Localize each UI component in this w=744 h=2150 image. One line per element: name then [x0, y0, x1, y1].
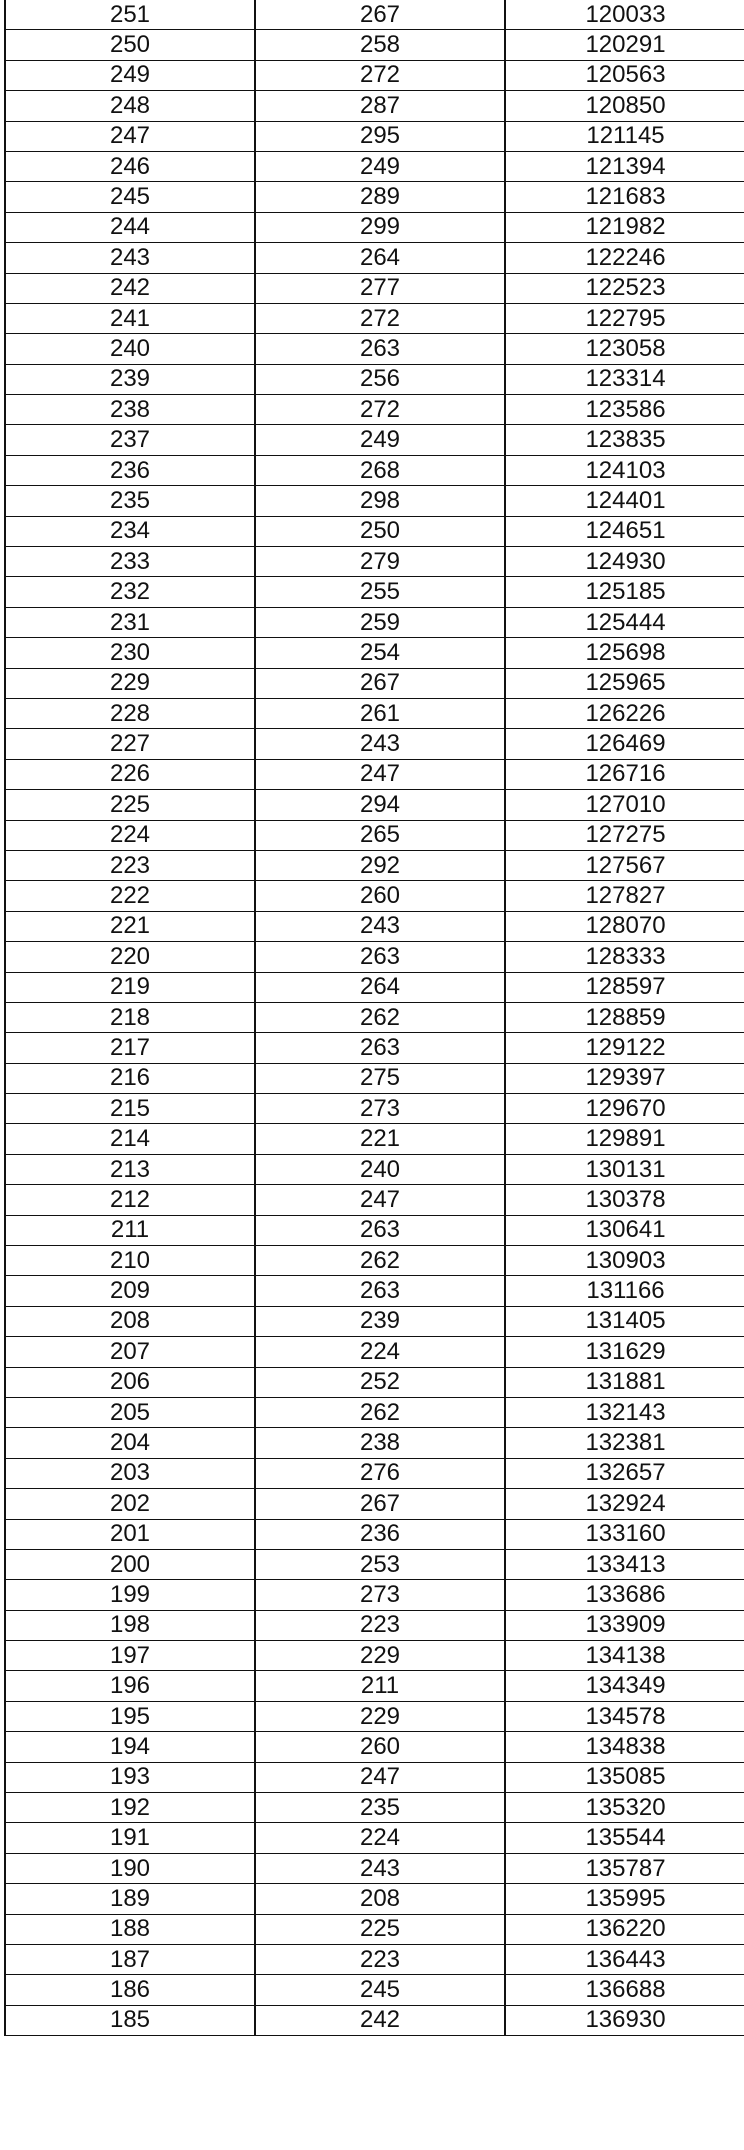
table-row [5, 729, 744, 759]
score-cell: 190 [5, 1853, 255, 1883]
score-cell: 197 [5, 1641, 255, 1671]
score-cell: 232 [5, 577, 255, 607]
count-cell: 273 [255, 1094, 505, 1124]
count-cell: 295 [255, 121, 505, 151]
table-row [5, 942, 744, 972]
cumulative-cell: 136220 [505, 1914, 744, 1944]
score-cell: 224 [5, 820, 255, 850]
cumulative-cell: 125698 [505, 638, 744, 668]
count-cell: 267 [255, 0, 505, 30]
count-cell: 263 [255, 334, 505, 364]
score-cell: 236 [5, 455, 255, 485]
cumulative-cell: 134578 [505, 1701, 744, 1731]
score-cell: 194 [5, 1732, 255, 1762]
cumulative-cell: 128333 [505, 942, 744, 972]
score-cell: 241 [5, 303, 255, 333]
cumulative-cell: 123314 [505, 364, 744, 394]
table-row [5, 1337, 744, 1367]
table-row [5, 1367, 744, 1397]
table-row [5, 1884, 744, 1914]
count-cell: 267 [255, 1489, 505, 1519]
cumulative-cell: 127567 [505, 850, 744, 880]
score-cell: 213 [5, 1154, 255, 1184]
cumulative-cell: 133413 [505, 1549, 744, 1579]
cumulative-cell: 124651 [505, 516, 744, 546]
cumulative-cell: 122523 [505, 273, 744, 303]
table-row [5, 1732, 744, 1762]
cumulative-cell: 136443 [505, 1945, 744, 1975]
cumulative-cell: 129397 [505, 1063, 744, 1093]
score-cell: 251 [5, 0, 255, 30]
table-row [5, 790, 744, 820]
score-cell: 245 [5, 182, 255, 212]
count-cell: 272 [255, 303, 505, 333]
table-row [5, 516, 744, 546]
cumulative-cell: 123586 [505, 395, 744, 425]
score-cell: 238 [5, 395, 255, 425]
score-cell: 235 [5, 486, 255, 516]
score-cell: 208 [5, 1306, 255, 1336]
table-row [5, 30, 744, 60]
count-cell: 273 [255, 1580, 505, 1610]
score-cell: 195 [5, 1701, 255, 1731]
cumulative-cell: 135787 [505, 1853, 744, 1883]
score-cell: 193 [5, 1762, 255, 1792]
count-cell: 221 [255, 1124, 505, 1154]
cumulative-cell: 128597 [505, 972, 744, 1002]
table-row [5, 1002, 744, 1032]
table-row [5, 364, 744, 394]
cumulative-cell: 125444 [505, 607, 744, 637]
score-cell: 191 [5, 1823, 255, 1853]
count-cell: 245 [255, 1975, 505, 2005]
cumulative-cell: 125965 [505, 668, 744, 698]
cumulative-cell: 123835 [505, 425, 744, 455]
count-cell: 243 [255, 911, 505, 941]
score-cell: 196 [5, 1671, 255, 1701]
count-cell: 247 [255, 1762, 505, 1792]
table-row [5, 1215, 744, 1245]
count-cell: 265 [255, 820, 505, 850]
table-row [5, 334, 744, 364]
cumulative-cell: 120850 [505, 91, 744, 121]
table-row [5, 273, 744, 303]
cumulative-cell: 129670 [505, 1094, 744, 1124]
count-cell: 289 [255, 182, 505, 212]
table-row [5, 1094, 744, 1124]
table-row [5, 1610, 744, 1640]
score-cell: 198 [5, 1610, 255, 1640]
table-row [5, 607, 744, 637]
count-cell: 260 [255, 881, 505, 911]
count-cell: 249 [255, 151, 505, 181]
count-cell: 287 [255, 91, 505, 121]
count-cell: 229 [255, 1641, 505, 1671]
table-row [5, 91, 744, 121]
count-cell: 250 [255, 516, 505, 546]
score-cell: 222 [5, 881, 255, 911]
count-cell: 263 [255, 1276, 505, 1306]
count-cell: 240 [255, 1154, 505, 1184]
count-cell: 224 [255, 1823, 505, 1853]
table-row [5, 1641, 744, 1671]
cumulative-cell: 131629 [505, 1337, 744, 1367]
score-cell: 211 [5, 1215, 255, 1245]
count-cell: 236 [255, 1519, 505, 1549]
cumulative-cell: 133686 [505, 1580, 744, 1610]
cumulative-cell: 121394 [505, 151, 744, 181]
score-cell: 246 [5, 151, 255, 181]
count-cell: 225 [255, 1914, 505, 1944]
count-cell: 262 [255, 1002, 505, 1032]
count-cell: 298 [255, 486, 505, 516]
cumulative-cell: 120563 [505, 60, 744, 90]
cumulative-cell: 134838 [505, 1732, 744, 1762]
count-cell: 229 [255, 1701, 505, 1731]
cumulative-cell: 130378 [505, 1185, 744, 1215]
table-row [5, 1762, 744, 1792]
score-cell: 214 [5, 1124, 255, 1154]
table-row [5, 395, 744, 425]
table-row [5, 1458, 744, 1488]
score-cell: 189 [5, 1884, 255, 1914]
score-cell: 230 [5, 638, 255, 668]
count-cell: 238 [255, 1428, 505, 1458]
count-cell: 263 [255, 942, 505, 972]
table-row [5, 1823, 744, 1853]
count-cell: 260 [255, 1732, 505, 1762]
count-cell: 263 [255, 1215, 505, 1245]
count-cell: 247 [255, 1185, 505, 1215]
cumulative-cell: 127010 [505, 790, 744, 820]
table-row [5, 121, 744, 151]
table-row [5, 972, 744, 1002]
table-row [5, 1124, 744, 1154]
cumulative-cell: 133160 [505, 1519, 744, 1549]
score-cell: 240 [5, 334, 255, 364]
count-cell: 263 [255, 1033, 505, 1063]
count-cell: 252 [255, 1367, 505, 1397]
count-cell: 253 [255, 1549, 505, 1579]
table-row [5, 1701, 744, 1731]
cumulative-cell: 135544 [505, 1823, 744, 1853]
count-cell: 242 [255, 2005, 505, 2035]
score-cell: 250 [5, 30, 255, 60]
cumulative-cell: 134349 [505, 1671, 744, 1701]
cumulative-cell: 132143 [505, 1397, 744, 1427]
count-cell: 279 [255, 547, 505, 577]
score-cell: 227 [5, 729, 255, 759]
count-cell: 249 [255, 425, 505, 455]
table-row [5, 1063, 744, 1093]
table-row [5, 2005, 744, 2035]
score-cell: 248 [5, 91, 255, 121]
score-cell: 244 [5, 212, 255, 242]
table-body [5, 0, 744, 2036]
count-cell: 254 [255, 638, 505, 668]
count-cell: 255 [255, 577, 505, 607]
table-row [5, 850, 744, 880]
count-cell: 259 [255, 607, 505, 637]
table-row [5, 1428, 744, 1458]
score-cell: 215 [5, 1094, 255, 1124]
cumulative-cell: 135995 [505, 1884, 744, 1914]
table-row [5, 1154, 744, 1184]
table-row [5, 151, 744, 181]
count-cell: 276 [255, 1458, 505, 1488]
cumulative-cell: 131405 [505, 1306, 744, 1336]
cumulative-cell: 132924 [505, 1489, 744, 1519]
table-row [5, 1549, 744, 1579]
score-table [4, 0, 744, 2036]
table-row [5, 1185, 744, 1215]
score-cell: 219 [5, 972, 255, 1002]
score-cell: 217 [5, 1033, 255, 1063]
score-cell: 216 [5, 1063, 255, 1093]
table-row [5, 577, 744, 607]
cumulative-cell: 130131 [505, 1154, 744, 1184]
count-cell: 262 [255, 1246, 505, 1276]
count-cell: 247 [255, 759, 505, 789]
cumulative-cell: 136688 [505, 1975, 744, 2005]
cumulative-cell: 122795 [505, 303, 744, 333]
score-cell: 234 [5, 516, 255, 546]
count-cell: 292 [255, 850, 505, 880]
score-cell: 237 [5, 425, 255, 455]
score-cell: 233 [5, 547, 255, 577]
count-cell: 264 [255, 243, 505, 273]
count-cell: 262 [255, 1397, 505, 1427]
table-row [5, 1793, 744, 1823]
score-cell: 207 [5, 1337, 255, 1367]
table-row [5, 243, 744, 273]
table-row [5, 1671, 744, 1701]
cumulative-cell: 123058 [505, 334, 744, 364]
score-cell: 225 [5, 790, 255, 820]
cumulative-cell: 134138 [505, 1641, 744, 1671]
cumulative-cell: 136930 [505, 2005, 744, 2035]
count-cell: 208 [255, 1884, 505, 1914]
table-row [5, 668, 744, 698]
cumulative-cell: 128859 [505, 1002, 744, 1032]
count-cell: 235 [255, 1793, 505, 1823]
cumulative-cell: 124401 [505, 486, 744, 516]
cumulative-cell: 121145 [505, 121, 744, 151]
count-cell: 223 [255, 1610, 505, 1640]
count-cell: 261 [255, 698, 505, 728]
table-row [5, 759, 744, 789]
score-cell: 210 [5, 1246, 255, 1276]
score-cell: 206 [5, 1367, 255, 1397]
table-row [5, 486, 744, 516]
table-row [5, 1033, 744, 1063]
score-cell: 204 [5, 1428, 255, 1458]
cumulative-cell: 125185 [505, 577, 744, 607]
count-cell: 275 [255, 1063, 505, 1093]
cumulative-cell: 133909 [505, 1610, 744, 1640]
table-row [5, 820, 744, 850]
table-row [5, 1519, 744, 1549]
count-cell: 243 [255, 1853, 505, 1883]
cumulative-cell: 129891 [505, 1124, 744, 1154]
score-cell: 231 [5, 607, 255, 637]
score-cell: 203 [5, 1458, 255, 1488]
cumulative-cell: 126226 [505, 698, 744, 728]
table-row [5, 1276, 744, 1306]
table-row [5, 182, 744, 212]
score-cell: 188 [5, 1914, 255, 1944]
count-cell: 211 [255, 1671, 505, 1701]
score-cell: 226 [5, 759, 255, 789]
score-cell: 220 [5, 942, 255, 972]
cumulative-cell: 122246 [505, 243, 744, 273]
cumulative-cell: 132381 [505, 1428, 744, 1458]
count-cell: 256 [255, 364, 505, 394]
table-row [5, 1914, 744, 1944]
count-cell: 264 [255, 972, 505, 1002]
cumulative-cell: 128070 [505, 911, 744, 941]
cumulative-cell: 131166 [505, 1276, 744, 1306]
table-row [5, 638, 744, 668]
table-row [5, 911, 744, 941]
cumulative-cell: 126716 [505, 759, 744, 789]
cumulative-cell: 124930 [505, 547, 744, 577]
score-cell: 201 [5, 1519, 255, 1549]
table-row [5, 60, 744, 90]
count-cell: 294 [255, 790, 505, 820]
table-row [5, 1397, 744, 1427]
cumulative-cell: 120033 [505, 0, 744, 30]
count-cell: 277 [255, 273, 505, 303]
table-row [5, 425, 744, 455]
table-row [5, 881, 744, 911]
count-cell: 268 [255, 455, 505, 485]
score-cell: 228 [5, 698, 255, 728]
count-cell: 239 [255, 1306, 505, 1336]
cumulative-cell: 130641 [505, 1215, 744, 1245]
cumulative-cell: 121683 [505, 182, 744, 212]
score-cell: 229 [5, 668, 255, 698]
score-cell: 243 [5, 243, 255, 273]
cumulative-cell: 124103 [505, 455, 744, 485]
score-cell: 209 [5, 1276, 255, 1306]
count-cell: 272 [255, 395, 505, 425]
cumulative-cell: 135320 [505, 1793, 744, 1823]
score-cell: 200 [5, 1549, 255, 1579]
table-row [5, 547, 744, 577]
score-cell: 242 [5, 273, 255, 303]
table-row [5, 1945, 744, 1975]
cumulative-cell: 127275 [505, 820, 744, 850]
score-cell: 249 [5, 60, 255, 90]
score-cell: 205 [5, 1397, 255, 1427]
score-cell: 221 [5, 911, 255, 941]
score-cell: 199 [5, 1580, 255, 1610]
table-row [5, 303, 744, 333]
count-cell: 243 [255, 729, 505, 759]
table-row [5, 1580, 744, 1610]
cumulative-cell: 121982 [505, 212, 744, 242]
table-row [5, 1489, 744, 1519]
score-cell: 223 [5, 850, 255, 880]
cumulative-cell: 131881 [505, 1367, 744, 1397]
table-row [5, 1246, 744, 1276]
cumulative-cell: 135085 [505, 1762, 744, 1792]
score-cell: 218 [5, 1002, 255, 1032]
count-cell: 272 [255, 60, 505, 90]
count-cell: 224 [255, 1337, 505, 1367]
score-cell: 186 [5, 1975, 255, 2005]
cumulative-cell: 130903 [505, 1246, 744, 1276]
table-row [5, 212, 744, 242]
score-cell: 239 [5, 364, 255, 394]
count-cell: 299 [255, 212, 505, 242]
count-cell: 223 [255, 1945, 505, 1975]
table-row [5, 1975, 744, 2005]
score-cell: 192 [5, 1793, 255, 1823]
cumulative-cell: 129122 [505, 1033, 744, 1063]
score-cell: 202 [5, 1489, 255, 1519]
cumulative-cell: 120291 [505, 30, 744, 60]
cumulative-cell: 127827 [505, 881, 744, 911]
score-cell: 212 [5, 1185, 255, 1215]
table-row [5, 455, 744, 485]
table-row [5, 698, 744, 728]
table-row [5, 1853, 744, 1883]
table-row [5, 0, 744, 30]
score-cell: 187 [5, 1945, 255, 1975]
cumulative-cell: 132657 [505, 1458, 744, 1488]
score-cell: 185 [5, 2005, 255, 2035]
score-cell: 247 [5, 121, 255, 151]
count-cell: 258 [255, 30, 505, 60]
table-row [5, 1306, 744, 1336]
cumulative-cell: 126469 [505, 729, 744, 759]
count-cell: 267 [255, 668, 505, 698]
